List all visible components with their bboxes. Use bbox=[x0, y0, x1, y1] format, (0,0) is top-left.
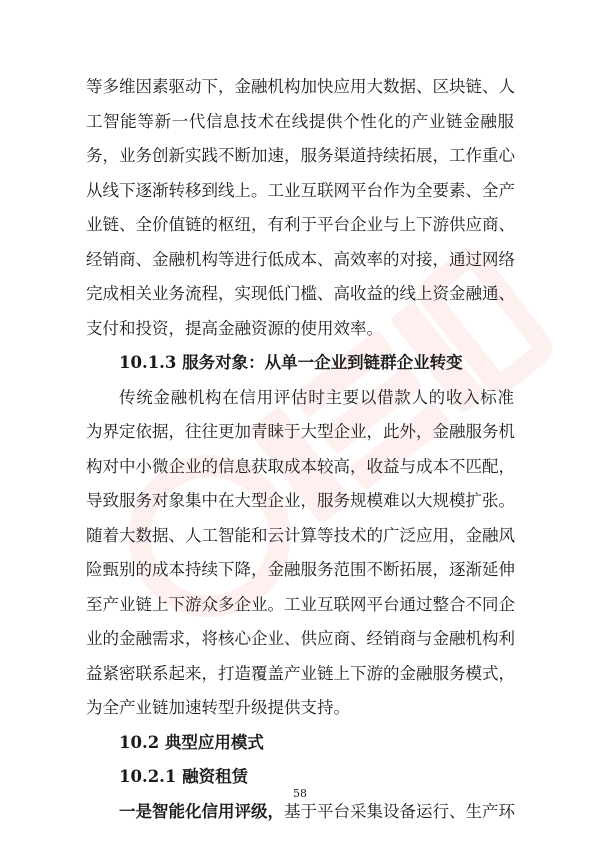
text-line: 基于平台采集设备运行、生产环 bbox=[284, 801, 515, 821]
text-line: 从线下逐渐转移到线上。工业互联网平台作为全要素、全产 bbox=[86, 180, 515, 200]
text-line: 业链、全价值链的枢纽，有利于平台企业与上下游供应商、 bbox=[86, 215, 515, 234]
text-line: 构对中小微企业的信息获取成本较高，收益与成本不匹配， bbox=[86, 456, 515, 476]
text-line: 完成相关业务流程，实现低门槛、高收益的线上资金融通、 bbox=[86, 284, 515, 303]
text-line: 等多维因素驱动下，金融机构加快应用大数据、区块链、人 bbox=[86, 77, 515, 96]
text-line: 随着大数据、人工智能和云计算等技术的广泛应用，金融风 bbox=[86, 525, 515, 545]
subsection-heading: 10.2.1 融资租赁 bbox=[119, 767, 249, 786]
text-line: 工智能等新一代信息技术在线提供个性化的产业链金融服 bbox=[86, 111, 514, 131]
page-number: 58 bbox=[293, 787, 307, 800]
text-line: 业的金融需求，将核心企业、供应商、经销商与金融机构利 bbox=[86, 629, 515, 648]
paragraph bbox=[86, 381, 514, 726]
text-line: 传统金融机构在信用评估时主要以借款人的收入标准 bbox=[119, 387, 514, 407]
text-line: 导致服务对象集中在大型企业，服务规模难以大规模扩张。 bbox=[86, 491, 515, 510]
paragraph bbox=[86, 70, 514, 346]
text-line: 险甄别的成本持续下降，金融服务范围不断拓展，逐渐延伸 bbox=[86, 560, 515, 579]
text-line: 为界定依据，往往更加青睐于大型企业，此外，金融服务机 bbox=[86, 422, 515, 441]
text-line: 为全产业链加速转型升级提供支持。 bbox=[86, 698, 350, 717]
section-heading: 10.1.3 服务对象：从单一企业到链群企业转变 bbox=[119, 353, 463, 372]
text-line: 经销商、金融机构等进行低成本、高效率的对接，通过网络 bbox=[86, 249, 515, 269]
section-heading: 10.2 典型应用模式 bbox=[119, 732, 264, 752]
body-text bbox=[86, 70, 514, 829]
text-line: 至产业链上下游众多企业。工业互联网平台通过整合不同企 bbox=[86, 594, 515, 614]
text-line: 益紧密联系起来，打造覆盖产业链上下游的金融服务模式， bbox=[86, 663, 515, 683]
text-line: 支付和投资，提高金融资源的使用效率。 bbox=[86, 318, 383, 338]
text-line: 务，业务创新实践不断加速，服务渠道持续拓展，工作重心 bbox=[86, 146, 515, 165]
bold-lead-text: 一是智能化信用评级， bbox=[119, 801, 284, 821]
